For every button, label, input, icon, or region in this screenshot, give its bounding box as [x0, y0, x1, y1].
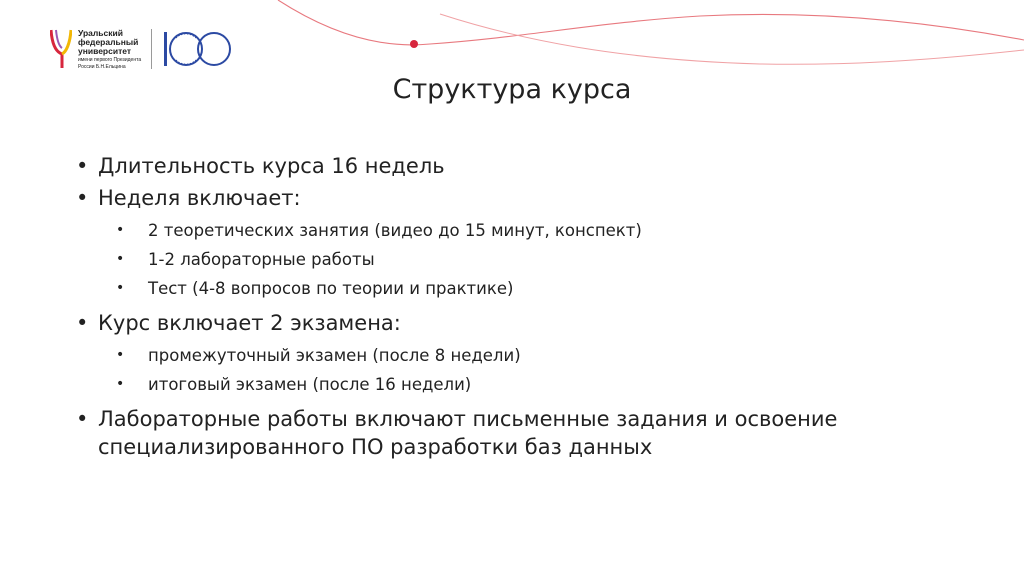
bullet-text: Длительность курса 16 недель	[98, 154, 445, 178]
logo-divider	[151, 29, 152, 69]
bullet-text: Лабораторные работы включают письменные задания и освоение специализированного ПО разработки баз данных	[98, 407, 838, 459]
university-subtitle-2: России Б.Н.Ельцина	[78, 63, 126, 70]
bullet-text: Неделя включает:	[98, 186, 301, 210]
sub-bullet-icon: •	[116, 222, 125, 238]
sub-bullet-text: 1-2 лабораторные работы	[148, 250, 375, 269]
university-line-2: федеральный	[78, 36, 139, 47]
bullet-icon: •	[76, 186, 89, 210]
urfu-emblem-icon	[50, 28, 72, 70]
sub-bullet-icon: •	[116, 251, 125, 267]
sub-bullet-item	[76, 341, 976, 370]
bullet-icon: •	[76, 154, 89, 178]
bullet-item-4	[76, 405, 976, 461]
sub-bullet-item	[76, 245, 976, 274]
sub-bullet-item	[76, 216, 976, 245]
sub-bullet-item	[76, 370, 976, 399]
slide-title: Структура курса	[392, 74, 632, 105]
university-line-1: Уральский	[78, 27, 123, 38]
sub-bullet-icon: •	[116, 280, 125, 296]
university-subtitle-1: имени первого Президента	[78, 56, 142, 63]
university-logo	[50, 26, 242, 72]
sub-bullet-icon: •	[116, 376, 125, 392]
bullet-list	[76, 152, 976, 465]
hundred-years-logo-icon	[162, 26, 242, 72]
bullet-text: Курс включает 2 экзамена:	[98, 311, 401, 335]
sub-bullet-text: 2 теоретических занятия (видео до 15 минут, конспект)	[148, 221, 642, 240]
red-dot-icon	[410, 40, 418, 48]
bullet-item-2	[76, 184, 976, 212]
bullet-icon: •	[76, 407, 89, 431]
university-name	[78, 29, 141, 70]
bullet-item-1	[76, 152, 976, 180]
sub-bullet-text: Тест (4-8 вопросов по теории и практике)	[148, 279, 514, 298]
sub-bullet-list-exams	[76, 341, 976, 399]
sub-bullet-list-week	[76, 216, 976, 303]
sub-bullet-text: промежуточный экзамен (после 8 недели)	[148, 346, 521, 365]
bullet-icon: •	[76, 311, 89, 335]
university-line-3: университет	[78, 45, 132, 56]
sub-bullet-text: итоговый экзамен (после 16 недели)	[148, 375, 472, 394]
sub-bullet-item	[76, 274, 976, 303]
bullet-item-3	[76, 309, 976, 337]
sub-bullet-icon: •	[116, 347, 125, 363]
